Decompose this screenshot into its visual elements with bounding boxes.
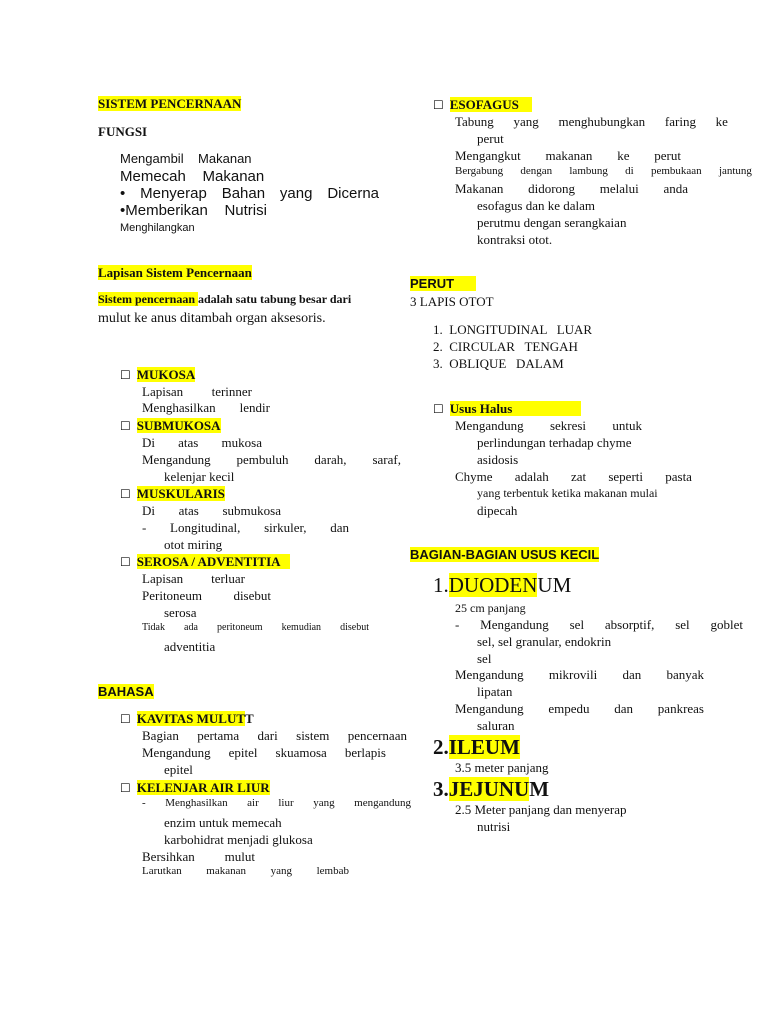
jejunum-title: 3.JEJUNUM [433, 777, 550, 801]
kelenjar-line: - Menghasilkan air liur yang mengandung [142, 797, 411, 809]
kelenjar-line: Bersihkan mulut [142, 849, 255, 864]
submukosa-line: kelenjar kecil [164, 469, 235, 484]
usus-halus-line: Mengandung sekresi untuk [455, 418, 642, 433]
usus-halus-line: dipecah [477, 503, 518, 518]
serosa-heading: ☐ SEROSA / ADVENTITIA [120, 554, 290, 570]
usus-halus-heading: ☐ Usus Halus [433, 401, 581, 417]
duodenum-line: sel, sel granular, endokrin [477, 634, 612, 649]
lapisan-intro-line2: mulut ke anus ditambah organ aksesoris. [98, 311, 326, 326]
lapisan-intro: Sistem pencernaan adalah satu tabung besar dari [98, 292, 352, 306]
fungsi-item: Mengambil Makanan [120, 151, 252, 166]
jejunum-line: nutrisi [477, 819, 511, 834]
checkbox-icon: ☐ [120, 781, 131, 795]
checkbox-icon: ☐ [433, 402, 444, 416]
esofagus-line: Tabung yang menghubungkan faring ke [455, 114, 728, 129]
mukosa-line: Lapisan terinner [142, 384, 252, 399]
duodenum-title: 1.DUODENUM [433, 573, 572, 597]
esofagus-heading: ☐ ESOFAGUS [433, 97, 532, 113]
esofagus-line: perut [477, 131, 504, 146]
page-title: SISTEM PENCERNAAN [98, 96, 242, 111]
esofagus-line: Mengangkut makanan ke perut [455, 148, 681, 163]
usus-halus-line: asidosis [477, 452, 519, 467]
mukosa-line: Menghasilkan lendir [142, 400, 270, 415]
submukosa-line: Di atas mukosa [142, 435, 262, 450]
serosa-line: Tidak ada peritoneum kemudian disebut [142, 622, 369, 633]
kelenjar-line: Larutkan makanan yang lembab [142, 865, 349, 877]
kavitas-heading: ☐ KAVITAS MULUTT [120, 711, 254, 726]
esofagus-line: perutmu dengan serangkaian [477, 215, 627, 230]
muskularis-heading: ☐ MUSKULARIS [120, 486, 225, 501]
duodenum-line: saluran [477, 718, 515, 733]
duodenum-line: Mengandung mikrovili dan banyak [455, 667, 704, 682]
submukosa-heading: ☐ SUBMUKOSA [120, 418, 221, 433]
kavitas-line: Bagian pertama dari sistem pencernaan [142, 728, 407, 743]
checkbox-icon: ☐ [120, 419, 131, 433]
serosa-line: Lapisan terluar [142, 571, 245, 586]
fungsi-item: • Menyerap Bahan yang Dicerna [120, 185, 379, 202]
duodenum-line: - Mengandung sel absorptif, sel goblet [455, 617, 743, 632]
fungsi-item: •Memberikan Nutrisi [120, 202, 267, 219]
checkbox-icon: ☐ [120, 555, 131, 569]
perut-subheading: 3 LAPIS OTOT [410, 294, 494, 309]
checkbox-icon: ☐ [120, 368, 131, 382]
fungsi-item: Menghilangkan [120, 222, 195, 234]
esofagus-line: Bergabung dengan lambung di pembukaan jantung [455, 165, 752, 177]
perut-heading: PERUT [410, 276, 476, 291]
duodenum-line: 25 cm panjang [455, 601, 526, 615]
duodenum-line: lipatan [477, 684, 513, 699]
fungsi-heading: FUNGSI [98, 124, 148, 139]
duodenum-line: sel [477, 651, 492, 666]
lapisan-heading: Lapisan Sistem Pencernaan [98, 265, 252, 280]
checkbox-icon: ☐ [120, 487, 131, 501]
muskularis-line: Di atas submukosa [142, 503, 281, 518]
mukosa-heading: ☐ MUKOSA [120, 367, 196, 382]
muskularis-line: otot miring [164, 537, 223, 552]
esofagus-line: Makanan didorong melalui anda [455, 181, 688, 196]
usus-halus-line: Chyme adalah zat seperti pasta [455, 469, 692, 484]
ileum-title: 2.ILEUM [433, 735, 520, 759]
duodenum-line: Mengandung empedu dan pankreas [455, 701, 704, 716]
serosa-line: serosa [164, 605, 197, 620]
checkbox-icon: ☐ [120, 712, 131, 726]
bahasa-heading: BAHASA [98, 684, 154, 699]
kavitas-line: epitel [164, 762, 193, 777]
serosa-line: Peritoneum disebut [142, 588, 271, 603]
perut-list-item: 1. LONGITUDINAL LUAR [433, 322, 593, 337]
kelenjar-heading: ☐ KELENJAR AIR LIUR [120, 780, 270, 795]
esofagus-line: esofagus dan ke dalam [477, 198, 596, 213]
kelenjar-line: karbohidrat menjadi glukosa [164, 832, 313, 847]
muskularis-line: - Longitudinal, sirkuler, dan [142, 520, 349, 535]
bagian-heading: BAGIAN-BAGIAN USUS KECIL [410, 547, 600, 562]
kelenjar-line: enzim untuk memecah [164, 815, 282, 830]
checkbox-icon: ☐ [433, 98, 444, 112]
submukosa-line: Mengandung pembuluh darah, saraf, [142, 452, 401, 467]
kavitas-line: Mengandung epitel skuamosa berlapis [142, 745, 386, 760]
perut-list-item: 2. CIRCULAR TENGAH [433, 339, 578, 354]
usus-halus-line: perlindungan terhadap chyme [477, 435, 632, 450]
fungsi-item: Memecah Makanan [120, 168, 265, 185]
serosa-line: adventitia [164, 639, 216, 654]
ileum-line: 3.5 meter panjang [455, 760, 549, 775]
perut-list-item: 3. OBLIQUE DALAM [433, 356, 564, 371]
usus-halus-line: yang terbentuk ketika makanan mulai [477, 486, 658, 500]
esofagus-line: kontraksi otot. [477, 232, 553, 247]
jejunum-line: 2.5 Meter panjang dan menyerap [455, 802, 627, 817]
